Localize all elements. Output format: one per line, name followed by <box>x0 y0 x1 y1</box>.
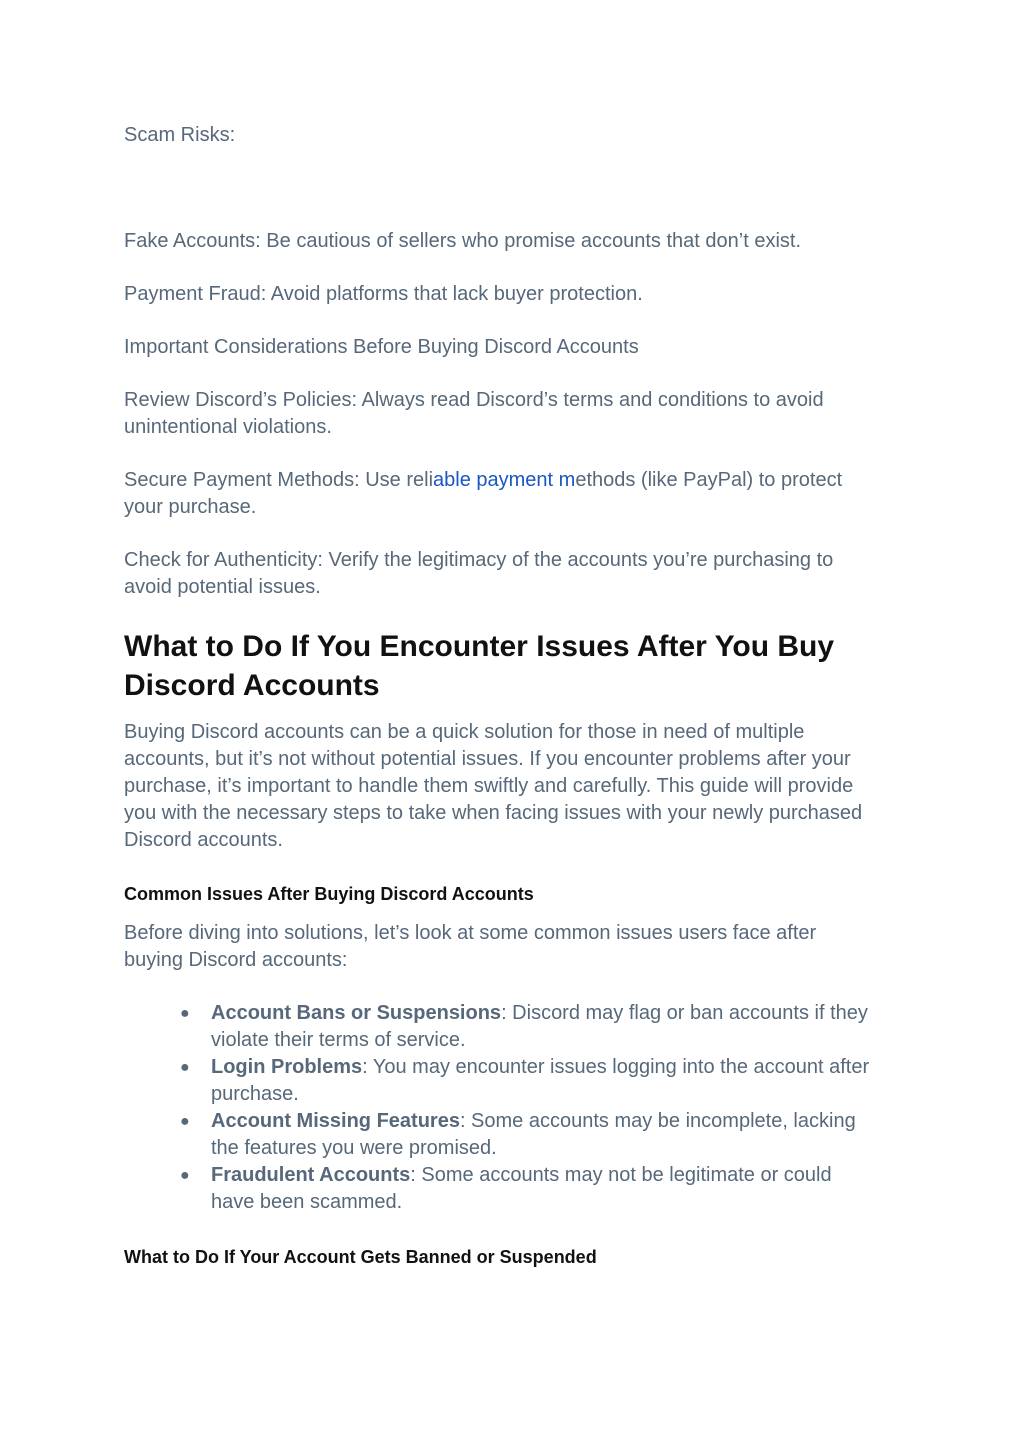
list-item <box>180 1054 920 1108</box>
common-issues-list <box>180 1000 920 1216</box>
list-item-line-1 <box>211 1000 920 1027</box>
authenticity-paragraph <box>124 547 904 601</box>
review-policies-paragraph <box>124 387 904 441</box>
fake-accounts-paragraph: Fake Accounts: Be cautious of sellers who promise accounts that don’t exist. <box>124 230 802 252</box>
secure-payment-text-after: ethods (like PayPal) to protect <box>575 469 843 491</box>
secure-payment-paragraph <box>124 467 904 521</box>
issues-intro-line-5: Discord accounts. <box>124 829 283 851</box>
list-item <box>180 1000 920 1054</box>
issues-intro-line-3: purchase, it’s important to handle them swiftly and carefully. This guide will provide <box>124 775 854 797</box>
common-issues-intro <box>124 920 904 974</box>
secure-payment-text-before: Secure Payment Methods: Use reli <box>124 469 434 491</box>
secure-payment-line-2: your purchase. <box>124 496 257 518</box>
list-item-text: : Some accounts may be incomplete, lacking <box>459 1110 856 1132</box>
bullet-icon: ● <box>180 1005 190 1022</box>
list-item <box>180 1108 920 1162</box>
list-item-line-1 <box>211 1054 920 1081</box>
common-issues-heading: Common Issues After Buying Discord Accounts <box>124 884 534 904</box>
issues-section-title <box>124 627 904 705</box>
list-item-term: Account Bans or Suspensions <box>211 1002 502 1024</box>
ban-section-heading: What to Do If Your Account Gets Banned or Suspended <box>124 1247 597 1267</box>
scam-risks-heading: Scam Risks: <box>124 124 236 146</box>
bullet-icon: ● <box>180 1113 190 1130</box>
reliable-payment-link[interactable]: able payment m <box>433 469 576 491</box>
considerations-heading: Important Considerations Before Buying Discord Accounts <box>124 336 639 358</box>
bullet-icon: ● <box>180 1167 190 1184</box>
common-issues-intro-line-2: buying Discord accounts: <box>124 949 348 971</box>
secure-payment-line-1 <box>124 467 904 494</box>
review-policies-line-2: unintentional violations. <box>124 416 332 438</box>
issues-intro-line-4: you with the necessary steps to take when facing issues with your newly purchased <box>124 802 863 824</box>
review-policies-line-1: Review Discord’s Policies: Always read Discord’s terms and conditions to avoid <box>124 389 824 411</box>
issues-intro-line-1: Buying Discord accounts can be a quick solution for those in need of multiple <box>124 721 805 743</box>
list-item-line-2: violate their terms of service. <box>211 1029 466 1051</box>
list-item-term: Login Problems <box>211 1056 363 1078</box>
list-item <box>180 1162 920 1216</box>
issues-title-line-2: Discord Accounts <box>124 669 380 702</box>
payment-fraud-paragraph: Payment Fraud: Avoid platforms that lack buyer protection. <box>124 283 643 305</box>
list-item-line-2: the features you were promised. <box>211 1137 497 1159</box>
issues-title-line-1: What to Do If You Encounter Issues After You Buy <box>124 630 835 663</box>
list-item-text: : You may encounter issues logging into the account after <box>362 1056 870 1078</box>
issues-intro-paragraph <box>124 719 904 854</box>
common-issues-intro-line-1: Before diving into solutions, let’s look at some common issues users face after <box>124 922 817 944</box>
list-item-term: Account Missing Features <box>211 1110 460 1132</box>
list-item-line-2: purchase. <box>211 1083 299 1105</box>
bullet-icon: ● <box>180 1059 190 1076</box>
list-item-line-2: have been scammed. <box>211 1191 403 1213</box>
list-item-line-1 <box>211 1108 920 1135</box>
authenticity-line-2: avoid potential issues. <box>124 576 321 598</box>
list-item-text: : Some accounts may not be legitimate or could <box>410 1164 832 1186</box>
list-item-term: Fraudulent Accounts <box>211 1164 411 1186</box>
list-item-line-1 <box>211 1162 920 1189</box>
issues-intro-line-2: accounts, but it’s not without potential issues. If you encounter problems after your <box>124 748 851 770</box>
authenticity-line-1: Check for Authenticity: Verify the legitimacy of the accounts you’re purchasing to <box>124 549 834 571</box>
list-item-text: : Discord may flag or ban accounts if they <box>501 1002 868 1024</box>
